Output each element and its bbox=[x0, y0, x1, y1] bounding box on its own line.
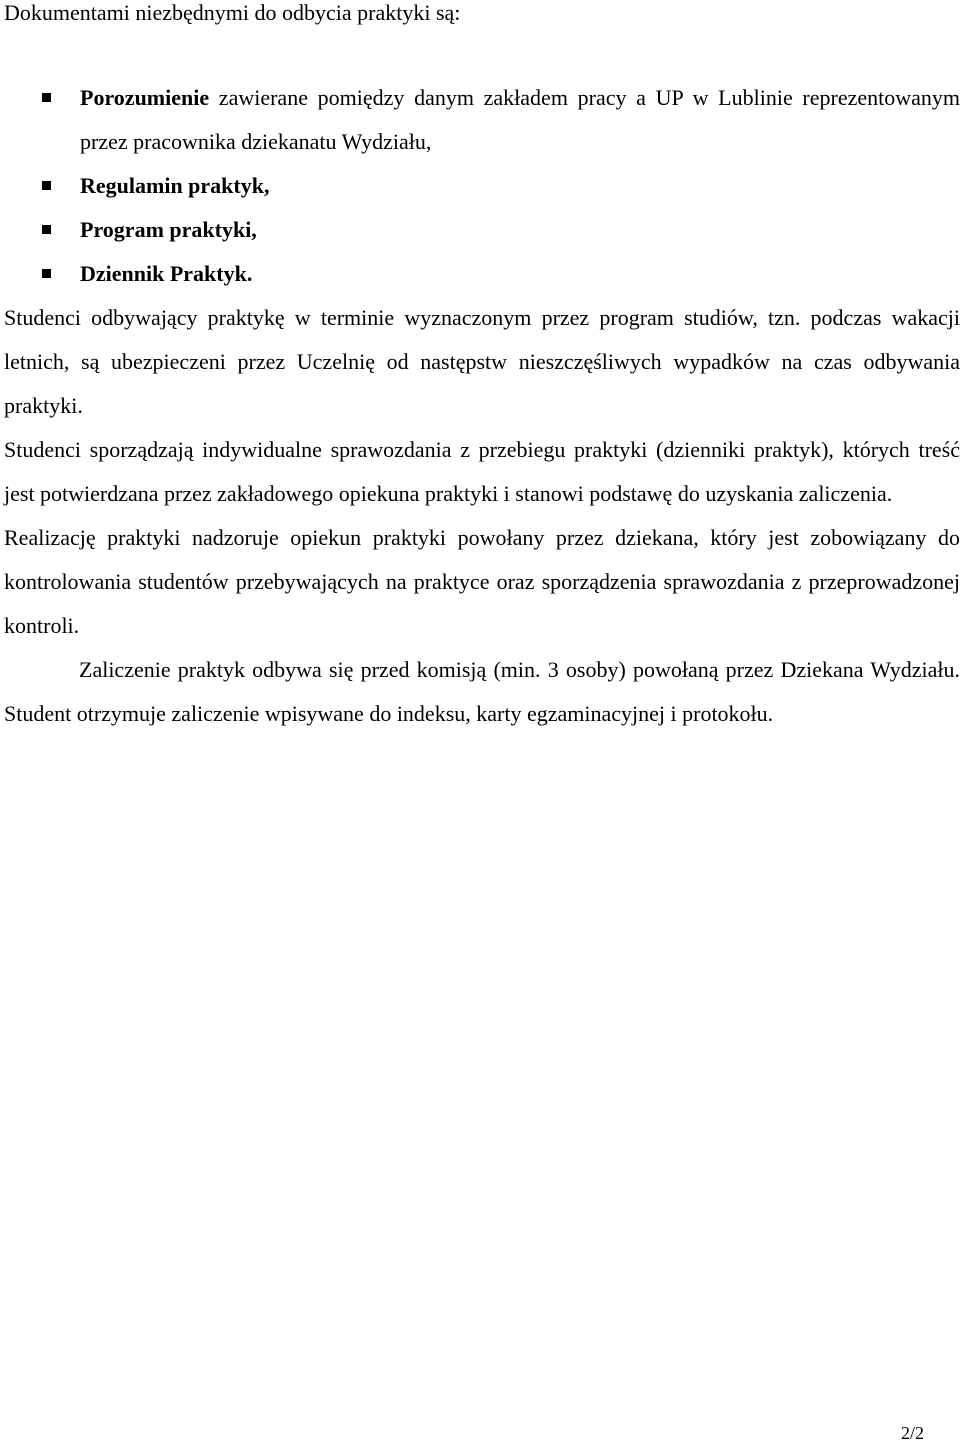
square-bullet-icon bbox=[42, 225, 51, 234]
body-text bbox=[4, 296, 960, 736]
list-item bbox=[0, 252, 960, 296]
list-item bbox=[0, 164, 960, 208]
required-documents-list bbox=[0, 76, 960, 296]
list-item bbox=[0, 208, 960, 252]
paragraph-reports: Studenci sporządzają indywidualne sprawozdania z przebiegu praktyki (dzienniki praktyk), których treść jest potwierdzana przez zakładowego opiekuna praktyki i stanowi podstawę do uzyskania zaliczenia. bbox=[4, 437, 960, 506]
square-bullet-icon bbox=[42, 93, 51, 102]
list-item-bold-text: Porozumienie bbox=[80, 85, 210, 110]
page-number: 2/2 bbox=[900, 1423, 924, 1443]
list-item bbox=[0, 76, 960, 164]
list-item-bold-text: Regulamin praktyk, bbox=[80, 173, 270, 198]
square-bullet-icon bbox=[42, 269, 51, 278]
paragraph-supervision: Realizację praktyki nadzoruje opiekun praktyki powołany przez dziekana, który jest zobowiązany do kontrolowania studentów przebywających na praktyce oraz sporządzenia sprawozdania z przeprowadzonej kontroli. bbox=[4, 525, 960, 638]
paragraph-insurance: Studenci odbywający praktykę w terminie wyznaczonym przez program studiów, tzn. podczas wakacji letnich, są ubezpieczeni przez Uczelnię od następstw nieszczęśliwych wypadków na czas odbywania praktyki. bbox=[4, 305, 960, 418]
paragraph-assessment: Zaliczenie praktyk odbywa się przed komisją (min. 3 osoby) powołaną przez Dziekana Wydziału. Student otrzymuje zaliczenie wpisywane do indeksu, karty egzaminacyjnej i protokołu. bbox=[4, 657, 960, 726]
list-item-text: zawierane pomiędzy danym zakładem pracy a UP w Lublinie reprezentowanym przez pracownika dziekanatu Wydziału, bbox=[80, 85, 960, 154]
list-item-bold-text: Program praktyki, bbox=[80, 217, 257, 242]
square-bullet-icon bbox=[42, 181, 51, 190]
list-item-bold-text: Dziennik Praktyk. bbox=[80, 261, 253, 286]
intro-text: Dokumentami niezbędnymi do odbycia praktyki są: bbox=[4, 0, 461, 25]
